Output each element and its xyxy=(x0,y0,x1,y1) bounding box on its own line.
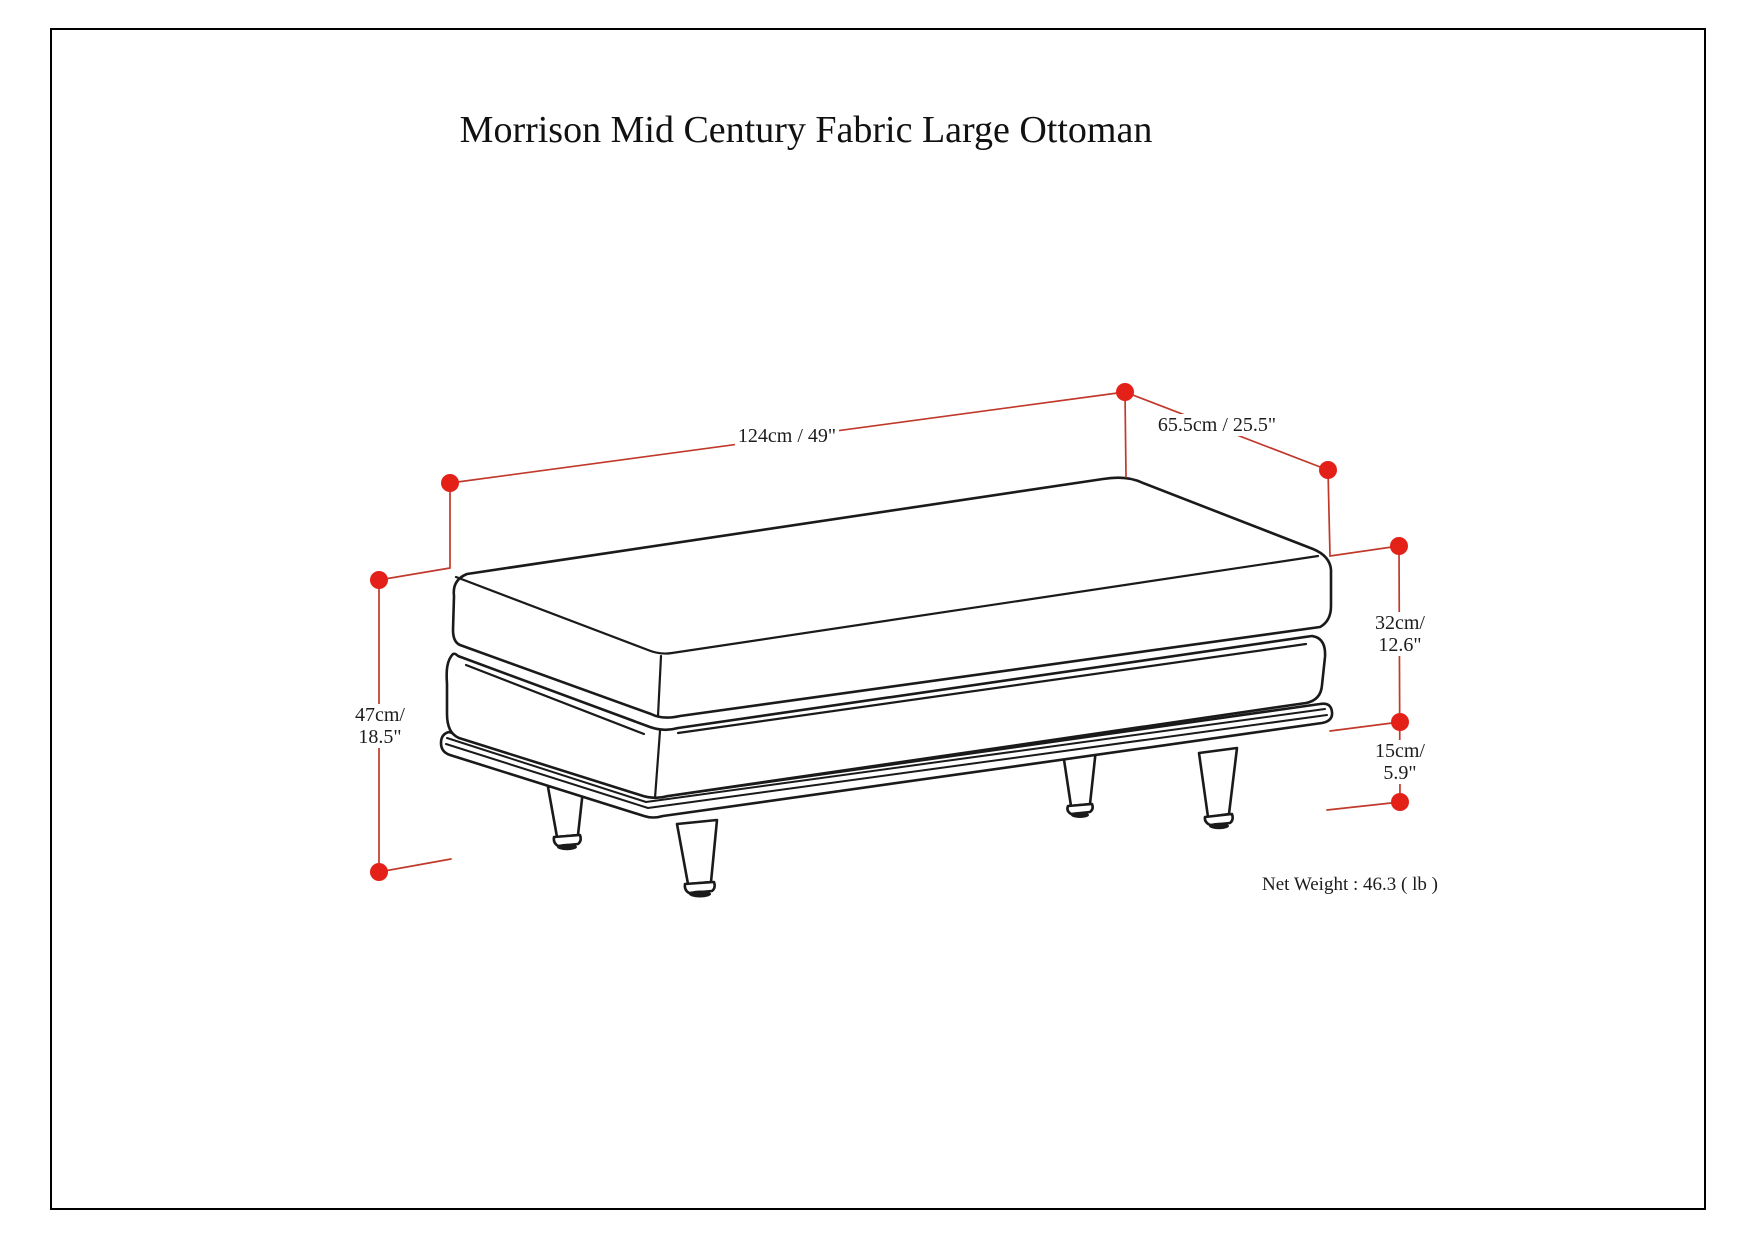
floor-left-leader-line xyxy=(379,859,451,872)
dimension-dot xyxy=(441,474,459,492)
dimension-dot xyxy=(1391,713,1409,731)
dimension-dot xyxy=(1391,793,1409,811)
page-title: Morrison Mid Century Fabric Large Ottoman xyxy=(459,109,1153,151)
floor-right-leader-line xyxy=(1327,802,1400,810)
depth-dimension-label: 65.5cm / 25.5" xyxy=(1155,414,1279,436)
overall-height-dimension-label xyxy=(352,704,408,748)
dimension-dot xyxy=(1116,383,1134,401)
overall-height-in: 18.5" xyxy=(355,726,405,748)
top-corner-witness-line xyxy=(1125,392,1126,477)
cushion-height-cm: 32cm/ xyxy=(1375,612,1425,634)
base-height-dimension-label xyxy=(1372,740,1428,784)
net-weight-text: Net Weight : 46.3 ( lb ) xyxy=(1262,874,1438,895)
base-height-cm: 15cm/ xyxy=(1375,740,1425,762)
left-witness-line xyxy=(379,483,450,580)
cushion-height-dimension-label xyxy=(1372,612,1428,656)
dimension-dot xyxy=(1390,537,1408,555)
base-height-in: 5.9" xyxy=(1375,762,1425,784)
leg-front-right xyxy=(1199,748,1237,829)
rail-right-leader-line xyxy=(1330,722,1400,731)
cushion-height-in: 12.6" xyxy=(1375,634,1425,656)
leg-front-center xyxy=(677,820,717,898)
dimension-dot xyxy=(370,571,388,589)
dimension-dot xyxy=(370,863,388,881)
ottoman-drawing xyxy=(441,478,1332,898)
right-witness-line xyxy=(1328,470,1399,556)
length-dimension-label: 124cm / 49" xyxy=(735,425,839,447)
overall-height-cm: 47cm/ xyxy=(355,704,405,726)
dimension-dot xyxy=(1319,461,1337,479)
